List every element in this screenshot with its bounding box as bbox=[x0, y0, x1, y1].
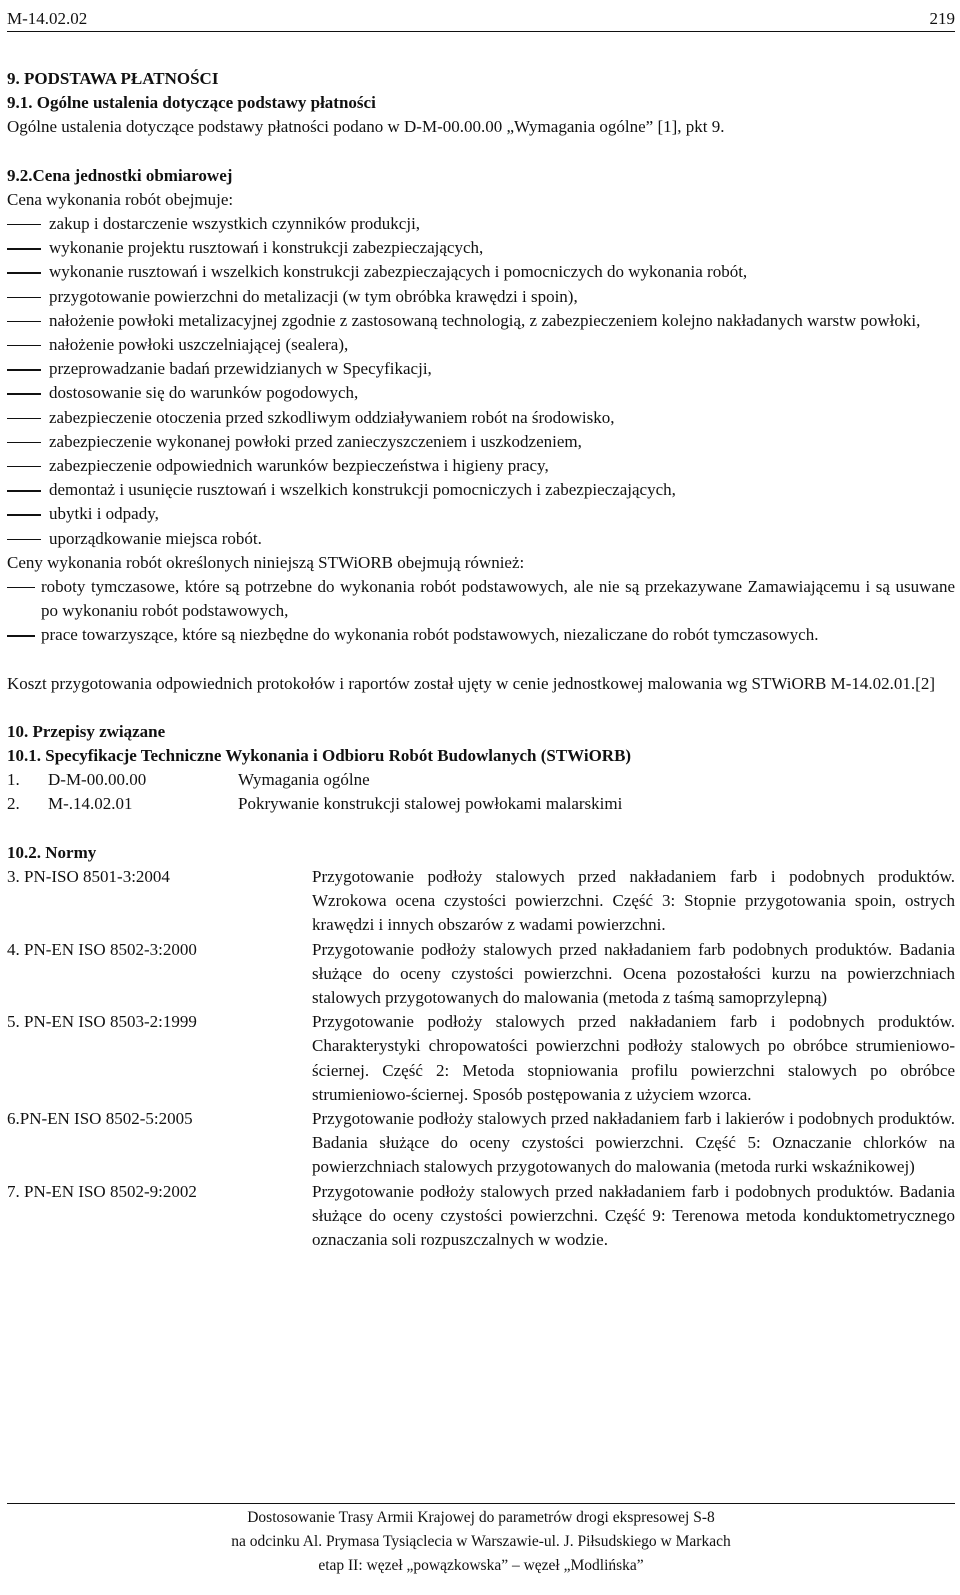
list-item: zabezpieczenie otoczenia przed szkodliwym oddziaływaniem robót na środowisko, bbox=[7, 406, 955, 430]
norm-code: 6.PN-EN ISO 8502-5:2005 bbox=[7, 1108, 193, 1128]
list-item: ubytki i odpady, bbox=[7, 502, 955, 526]
also-includes-intro: Ceny wykonania robót określonych niniejszą STWiORB obejmują również: bbox=[7, 552, 525, 572]
section-9-2-title: 9.2.Cena jednostki obmiarowej bbox=[7, 165, 233, 185]
page-header bbox=[7, 7, 955, 32]
list-item: uporządkowanie miejsca robót. bbox=[7, 527, 955, 551]
section-10-2-title: 10.2. Normy bbox=[7, 842, 97, 862]
section-10-1-title: 10.1. Specyfikacje Techniczne Wykonania i Odbioru Robót Budowlanych (STWiORB) bbox=[7, 746, 632, 766]
norm-row bbox=[7, 1180, 955, 1253]
document-page bbox=[7, 0, 955, 1595]
norm-description: Przygotowanie podłoży stalowych przed nakładaniem farb i lakierów i podobnych produktów. Badania służące do oceny czystości powierzchni. Część 5: Oznaczanie chlorków na powierzchniach stalowych przygotowanych do malowania (metoda rurki wskaźnikowej) bbox=[312, 1108, 955, 1177]
spec-number: 2. bbox=[7, 794, 20, 814]
footer-line: etap II: węzeł „powązkowska” – węzeł „Modlińska” bbox=[318, 1557, 644, 1574]
footer-line: na odcinku Al. Prymasa Tysiąclecia w Warszawie-ul. J. Piłsudskiego w Markach bbox=[231, 1533, 731, 1550]
section-9-1-text: Ogólne ustalenia dotyczące podstawy płatności podano w D-M-00.00.00 „Wymagania ogólne” [1], pkt 9. bbox=[7, 117, 725, 137]
norm-description: Przygotowanie podłoży stalowych przed nakładaniem farb i podobnych produktów. Badania służące do oceny czystości powierzchni. Część 9: Terenowa metoda konduktometrycznego oznaczania soli rozpuszczalnych w wodzie. bbox=[312, 1181, 955, 1249]
spec-name: Wymagania ogólne bbox=[238, 770, 370, 790]
norm-description: Przygotowanie podłoży stalowych przed nakładaniem farb i podobnych produktów. Wzrokowa ocena czystości powierzchni. Część 3: Stopnie przygotowania spoin, ostrych krawędzi i innych obszarów z wadami powierzchni. bbox=[312, 866, 955, 935]
section-10-title: 10. Przepisy związane bbox=[7, 721, 166, 741]
norm-code: 7. PN-EN ISO 8502-9:2002 bbox=[7, 1181, 197, 1201]
price-includes-list bbox=[7, 212, 955, 551]
page-number: 219 bbox=[929, 9, 955, 28]
section-9-2-intro: Cena wykonania robót obejmuje: bbox=[7, 189, 234, 209]
norm-description: Przygotowanie podłoży stalowych przed nakładaniem farb i podobnych produktów. Charakterystyki chropowatości powierzchni podłoży stalowych po obróbce strumieniowo-ściernej. Część 2: Metoda stopniowania profilu powierzchni stalowych po obróbce strumieniowo-ściernej. Sposób postępowania z użyciem wzorca. bbox=[312, 1012, 955, 1104]
page-footer bbox=[7, 1503, 955, 1578]
section-9-title: 9. PODSTAWA PŁATNOŚCI bbox=[7, 69, 219, 88]
list-item: demontaż i usunięcie rusztowań i wszelkich konstrukcji pomocniczych i zabezpieczających, bbox=[7, 478, 955, 502]
list-item: zakup i dostarczenie wszystkich czynników produkcji, bbox=[7, 212, 955, 236]
list-item: prace towarzyszące, które są niezbędne do wykonania robót podstawowych, niezaliczane do robót tymczasowych. bbox=[7, 623, 955, 647]
norm-description: Przygotowanie podłoży stalowych przed nakładaniem farb podobnych produktów. Badania służące do oceny czystości powierzchni. Ocena pozostałości kurzu na powierzchniach stalowych przygotowanych do malowania (metoda z taśmą samoprzylepną) bbox=[312, 939, 955, 1007]
spec-number: 1. bbox=[7, 770, 20, 790]
norm-row bbox=[7, 1107, 955, 1180]
norm-row bbox=[7, 865, 955, 938]
spec-code: M-.14.02.01 bbox=[48, 794, 133, 814]
spec-row bbox=[7, 768, 955, 792]
list-item: nałożenie powłoki uszczelniającej (sealera), bbox=[7, 333, 955, 357]
list-item: przeprowadzanie badań przewidzianych w Specyfikacji, bbox=[7, 357, 955, 381]
list-item: przygotowanie powierzchni do metalizacji (w tym obróbka krawędzi i spoin), bbox=[7, 285, 955, 309]
norm-row bbox=[7, 1010, 955, 1107]
norm-code: 4. PN-EN ISO 8502-3:2000 bbox=[7, 939, 197, 959]
norm-code: 3. PN-ISO 8501-3:2004 bbox=[7, 866, 170, 886]
norm-code: 5. PN-EN ISO 8503-2:1999 bbox=[7, 1012, 197, 1032]
list-item: dostosowanie się do warunków pogodowych, bbox=[7, 381, 955, 405]
list-item: wykonanie projektu rusztowań i konstrukcji zabezpieczających, bbox=[7, 236, 955, 260]
spec-row bbox=[7, 792, 955, 816]
list-item: zabezpieczenie wykonanej powłoki przed zanieczyszczeniem i uszkodzeniem, bbox=[7, 430, 955, 454]
list-item: nałożenie powłoki metalizacyjnej zgodnie z zastosowaną technologią, z zabezpieczeniem kolejno nakładanych warstw powłoki, bbox=[7, 309, 955, 333]
cost-note: Koszt przygotowania odpowiednich protokołów i raportów został ujęty w cenie jednostkowej malowania wg STWiORB M-14.02.01.[2] bbox=[7, 673, 935, 693]
page-content bbox=[7, 67, 955, 1252]
list-item: wykonanie rusztowań i wszelkich konstrukcji zabezpieczających i pomocniczych do wykonania robót, bbox=[7, 260, 955, 284]
document-code: M-14.02.02 bbox=[7, 9, 88, 28]
also-includes-list bbox=[7, 575, 955, 648]
section-9-1-title: 9.1. Ogólne ustalenia dotyczące podstawy płatności bbox=[7, 93, 376, 113]
spec-name: Pokrywanie konstrukcji stalowej powłokami malarskimi bbox=[238, 794, 623, 814]
norm-row bbox=[7, 938, 955, 1011]
footer-line: Dostosowanie Trasy Armii Krajowej do parametrów drogi ekspresowej S-8 bbox=[247, 1509, 715, 1526]
list-item: roboty tymczasowe, które są potrzebne do wykonania robót podstawowych, ale nie są przekazywane Zamawiającemu i są usuwane po wykonaniu robót podstawowych, bbox=[7, 575, 955, 623]
list-item: zabezpieczenie odpowiednich warunków bezpieczeństwa i higieny pracy, bbox=[7, 454, 955, 478]
spec-code: D-M-00.00.00 bbox=[48, 770, 147, 790]
